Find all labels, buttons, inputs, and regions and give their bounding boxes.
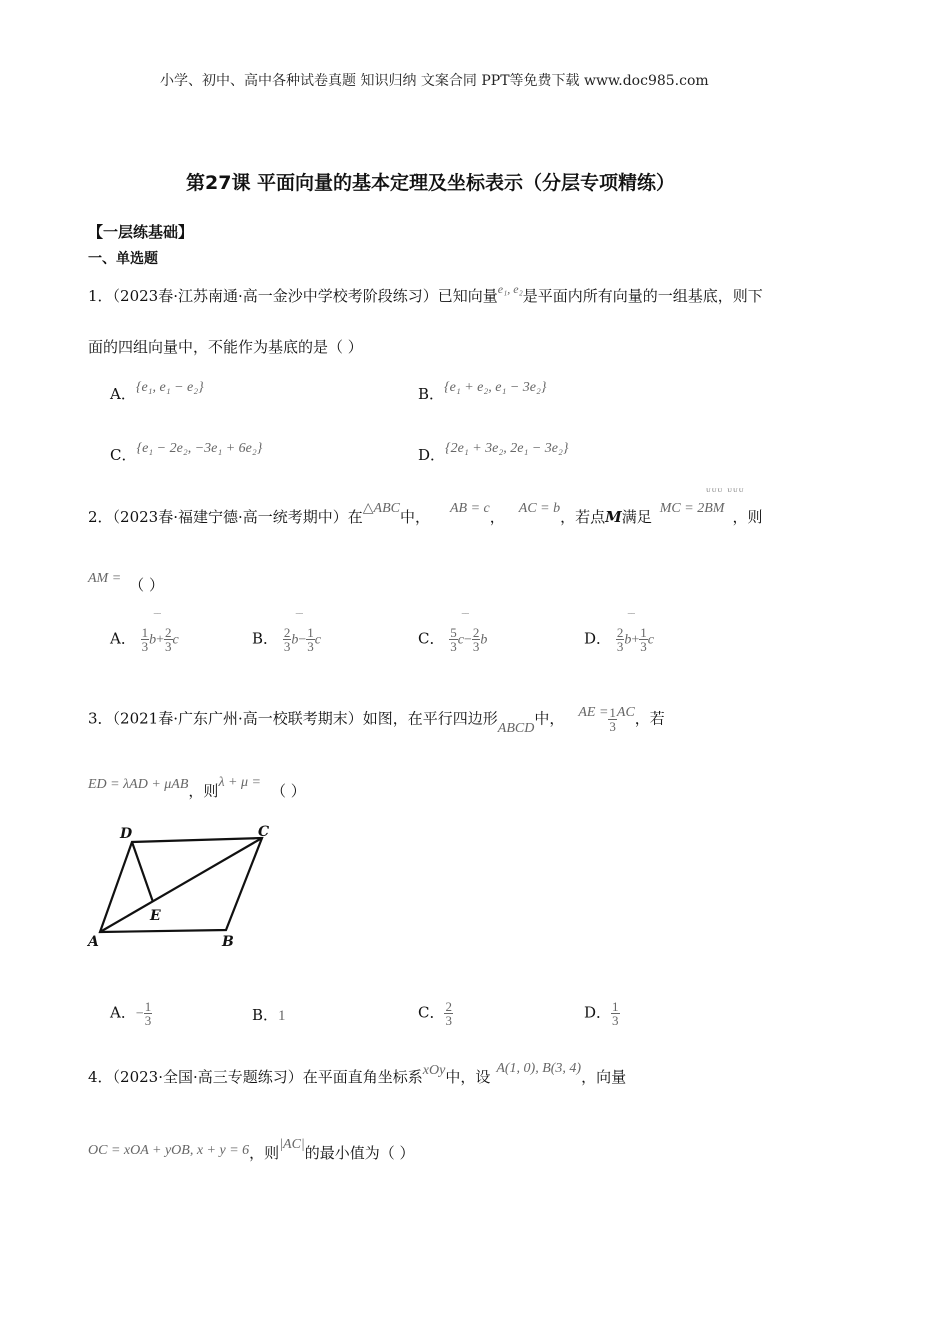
q3-expr-sum: λ + μ =: [218, 775, 261, 790]
label-b: B: [222, 934, 234, 950]
option-var: c: [457, 632, 464, 648]
fraction: $\frac{2}{3}$: [472, 625, 480, 654]
q3-expr-ac: AC: [616, 704, 635, 720]
q1-stem-part-b: 是平面内所有向量的一组基底，则下: [522, 287, 763, 305]
q2-text: ，则: [732, 508, 763, 526]
fraction: $\frac{2}{3}$: [165, 625, 172, 654]
option-label: C．: [418, 629, 445, 648]
label-c: C: [258, 824, 270, 840]
question-3-stem-line2: [88, 775, 306, 801]
q2-option-d[interactable]: [584, 626, 654, 653]
q2-expr-ac: AC = b: [518, 501, 561, 516]
vector-bar: ‾‾: [462, 614, 469, 625]
q4-text: ，向量: [581, 1068, 627, 1086]
q1-vectors: e₁, e₂: [497, 282, 523, 296]
q3-option-c[interactable]: [418, 1000, 453, 1027]
fraction: $\frac{2}{3}$: [616, 625, 624, 654]
section-heading: 【一层练基础】: [88, 223, 194, 241]
fraction: $\frac{2}{3}$: [445, 999, 452, 1028]
q3-text: 中，: [534, 709, 565, 728]
option-expression: {e₁, e₁ − e₂}: [135, 380, 204, 395]
question-2-stem: [88, 501, 763, 527]
question-4-stem: [88, 1061, 627, 1087]
question-2-stem-line2: [88, 571, 164, 595]
question-3-stem: [88, 704, 665, 736]
q2-option-a[interactable]: [110, 626, 179, 653]
q3-expr-ed: ED = λAD + μAB: [88, 777, 189, 792]
subsection-heading: 一、单选题: [88, 251, 158, 267]
option-value: 1: [278, 1008, 286, 1024]
option-expression: {2e₁ + 3e₂, 2e₁ − 3e₂}: [445, 441, 569, 456]
q1-stem-part-a: 1．（2023春·江苏南通·高一金沙中学校考阶段练习）已知向量: [88, 287, 498, 305]
option-var: c: [647, 632, 654, 648]
q2-text: 中，: [399, 508, 430, 526]
option-label: C．: [418, 1003, 445, 1022]
question-1-stem: [88, 282, 763, 306]
vector-bar: ‾‾: [628, 614, 635, 625]
fraction: $\frac{5}{3}$: [450, 625, 457, 654]
label-d: D: [120, 826, 133, 842]
option-label: B．: [418, 385, 445, 403]
question-4-stem-line2: [88, 1137, 415, 1163]
option-label: D．: [584, 1003, 612, 1022]
q3-stem-part-a: 3．（2021春·广东广州·高一校联考期末）如图，在平行四边形: [88, 709, 498, 728]
q4-coordinate-system: xOy: [422, 1063, 446, 1078]
q2-expr-ab: AB = c: [450, 501, 490, 516]
q3-option-b[interactable]: [252, 1004, 286, 1025]
option-label: C．: [110, 446, 137, 464]
q1-option-b[interactable]: [418, 380, 547, 404]
q2-text: ，若点: [560, 508, 606, 526]
fraction: $\frac{1}{3}$: [640, 625, 647, 654]
q2-expr-mc: MC = 2BM: [659, 501, 725, 516]
q2-text: 满足: [621, 508, 652, 526]
option-var: c: [314, 632, 321, 648]
label-e: E: [150, 908, 161, 924]
option-label: D．: [584, 629, 612, 648]
option-var: b: [624, 632, 632, 648]
q2-paren: （ ）: [129, 576, 164, 594]
q2-vector-arrows: ᵁᵁᵁ ᵁᵁᵁ: [706, 488, 745, 498]
option-label: B．: [252, 629, 279, 648]
fraction: $\frac{1}{3}$: [141, 625, 149, 654]
q4-expr-abs-ac: |AC|: [279, 1137, 305, 1152]
page-title: 第27课 平面向量的基本定理及坐标表示（分层专项精练）: [186, 172, 676, 194]
q2-point-m: M: [605, 508, 622, 526]
q2-option-b[interactable]: [252, 626, 321, 653]
q4-text: 中，设: [445, 1068, 491, 1086]
q4-text: 的最小值为（ ）: [304, 1144, 415, 1162]
fraction: $\frac{1}{3}$: [144, 999, 152, 1028]
option-var: b: [291, 632, 299, 648]
q4-points: A(1, 0), B(3, 4): [496, 1061, 582, 1076]
option-sign: −: [135, 1006, 144, 1022]
option-var: b: [149, 632, 157, 648]
option-label: A．: [110, 629, 136, 648]
q3-option-d[interactable]: [584, 1000, 620, 1027]
option-label: D．: [418, 446, 446, 464]
question-1-stem-line2: 面的四组向量中，不能作为基底的是（ ）: [88, 338, 363, 356]
q2-triangle: △ABC: [362, 501, 400, 516]
option-expression: {e₁ + e₂, e₁ − 3e₂}: [444, 380, 547, 395]
option-var: b: [480, 632, 488, 648]
diagonal-ac: [100, 838, 262, 932]
option-var: c: [172, 632, 179, 648]
q1-option-c[interactable]: [110, 441, 263, 465]
option-label: A．: [110, 385, 136, 403]
q1-option-a[interactable]: [110, 380, 204, 404]
option-label: A．: [110, 1003, 136, 1022]
option-op: +: [631, 632, 640, 648]
q1-option-d[interactable]: [418, 441, 569, 465]
option-label: B．: [252, 1006, 279, 1024]
option-op: −: [463, 632, 472, 648]
parallelogram-figure: [86, 822, 286, 954]
q3-parallelogram: ABCD: [497, 720, 535, 736]
q3-expr-ae: AE =: [578, 704, 609, 720]
option-op: −: [298, 632, 307, 648]
q2-expr-am: AM =: [88, 571, 122, 586]
fraction: $\frac{1}{3}$: [307, 625, 314, 654]
option-expression: {e₁ − 2e₂, −3e₁ + 6e₂}: [136, 441, 263, 456]
fraction: $\frac{2}{3}$: [283, 625, 291, 654]
q3-text: ，若: [634, 709, 665, 728]
label-a: A: [88, 934, 99, 950]
fraction: $\frac{1}{3}$: [609, 705, 616, 734]
q3-option-a[interactable]: [110, 1000, 152, 1027]
q4-stem-part-a: 4．（2023·全国·高三专题练习）在平面直角坐标系: [88, 1068, 423, 1086]
q2-text: ，: [489, 508, 505, 526]
q2-option-c[interactable]: [418, 626, 487, 653]
q3-text: ，则: [188, 782, 219, 800]
q4-text: ，则: [249, 1144, 280, 1162]
fraction: $\frac{1}{3}$: [612, 999, 619, 1028]
vector-bar: ‾‾: [296, 614, 303, 625]
q3-paren: （ ）: [270, 782, 306, 800]
q4-expr-oc: OC = xOA + yOB, x + y = 6: [88, 1143, 250, 1158]
q2-stem-part-a: 2．（2023春·福建宁德·高一统考期中）在: [88, 508, 363, 526]
vector-bar: ‾‾: [154, 614, 161, 625]
page-header: 小学、初中、高中各种试卷真题 知识归纳 文案合同 PPT等免费下载 www.doc985.com: [160, 73, 709, 89]
segment-de: [132, 842, 153, 902]
option-op: +: [156, 632, 165, 648]
